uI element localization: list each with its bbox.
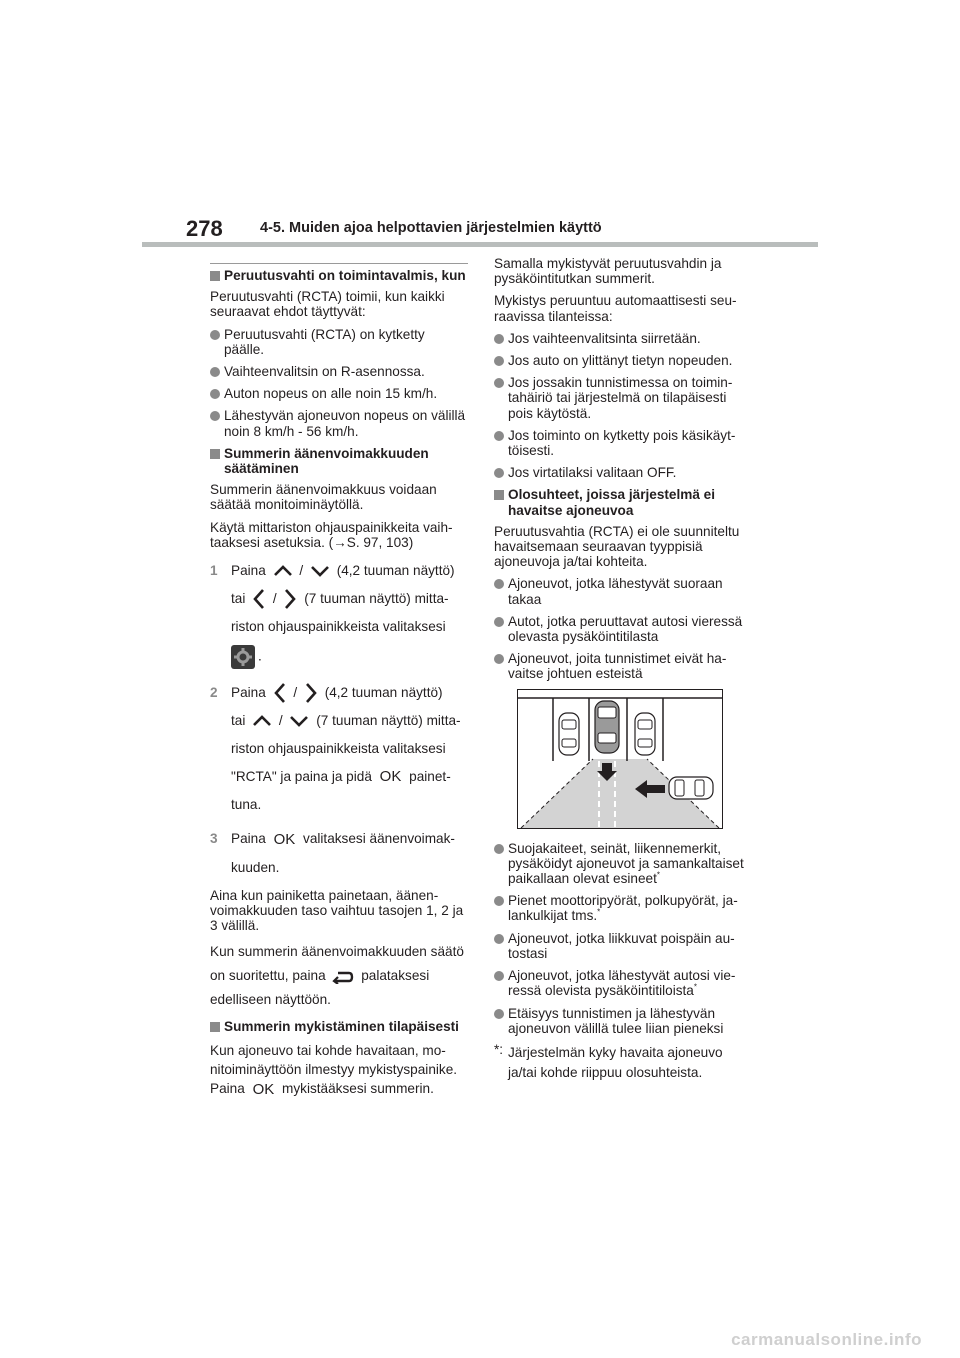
- step-number: 2: [210, 685, 218, 701]
- text: mykistääksesi summerin.: [282, 1080, 434, 1096]
- step-3: [210, 825, 466, 881]
- chevron-right-icon: [283, 588, 297, 610]
- footnote-mark: *:: [494, 1041, 504, 1057]
- list-item: Ajoneuvot, jotka liikkuvat poispäin autostasi: [494, 931, 750, 961]
- parked-car-left-icon: [559, 713, 579, 755]
- step-text: (4,2 tuuman näyttö): [324, 685, 443, 701]
- heading-not-detected: Olosuhteet, joissa järjestelmä ei havaitse ajoneuvoa: [494, 487, 750, 517]
- step-2: [210, 679, 466, 819]
- list-item: Etäisyys tunnistimen ja lähestyvän ajoneuvon välillä tulee liian pieneksi: [494, 1006, 750, 1036]
- step-text: tai: [231, 591, 246, 607]
- list-item: Peruutusvahti (RCTA) on kytketty päälle.: [210, 327, 466, 357]
- footnote: [494, 1043, 750, 1083]
- paragraph: Summerin äänenvoimakkuus voidaan säätää monitoiminäytöllä.: [210, 482, 437, 513]
- own-car-icon: [595, 701, 619, 753]
- chevron-up-icon: [252, 714, 272, 728]
- step-text: (4,2 tuuman näyttö): [336, 563, 455, 579]
- step-text: (7 tuuman näyttö) mittariston ohjauspainikkeista valitaksesi "RCTA" ja paina ja pidä: [231, 713, 461, 785]
- heading-buzzer-mute: Summerin mykistäminen tilapäisesti: [210, 1019, 466, 1034]
- heading-buzzer-volume: Summerin äänenvoimakkuuden säätäminen: [210, 446, 466, 476]
- list-item: Vaihteenvalitsin on R-asennossa.: [210, 364, 466, 379]
- column-rule: [210, 263, 468, 264]
- step-text: painettuna.: [231, 769, 451, 813]
- parked-car-right-icon: [635, 713, 655, 755]
- list-item: Ajoneuvot, jotka lähestyvät suoraan takaa: [494, 576, 750, 606]
- step-text: Paina: [231, 685, 266, 701]
- back-arrow-icon: [332, 970, 354, 984]
- chevron-down-icon: [289, 714, 309, 728]
- step-1: [210, 557, 466, 673]
- chevron-left-icon: [252, 588, 266, 610]
- list-item: Lähestyvän ajoneuvon nopeus on välillä noin 8 km/h - 56 km/h.: [210, 408, 466, 438]
- approaching-car-icon: [669, 777, 713, 799]
- paragraph: Käytä mittariston ohjauspainikkeita vaihtaaksesi asetuksia. (→S. 97, 103): [210, 519, 453, 550]
- paragraph: Mykistys peruuntuu automaattisesti seuraavissa tilanteissa:: [494, 293, 737, 324]
- footnote-ref: *: [656, 870, 661, 880]
- paragraph: Samalla mykistyvät peruutusvahdin ja pysäköintitutkan summerit.: [494, 256, 722, 287]
- list-item: [494, 893, 750, 923]
- list-item: Auton nopeus on alle noin 15 km/h.: [210, 386, 466, 401]
- text: palataksesi edelliseen näyttöön.: [210, 968, 430, 1008]
- list-item: Autot, jotka peruuttavat autosi vieressä olevasta pysäköintitilasta: [494, 614, 750, 644]
- chevron-down-icon: [310, 564, 330, 578]
- list-item: Jos virtatilaksi valitaan OFF.: [494, 465, 750, 480]
- parking-illustration: [517, 689, 723, 829]
- text: Kun ajoneuvo tai kohde havaitaan, monitoiminäyttöön ilmestyy mykistyspainike. Paina: [210, 1042, 458, 1096]
- paragraph: [210, 1041, 466, 1099]
- step-text: /: [299, 563, 304, 579]
- right-column: [494, 256, 750, 1089]
- text: Ajoneuvot, jotka lähestyvät autosi vieressä olevista pysäköintitiloista: [508, 968, 736, 999]
- step-text: /: [278, 713, 283, 729]
- step-text: Paina: [231, 563, 266, 579]
- section-title: 4-5. Muiden ajoa helpottavien järjestelmien käyttö: [260, 220, 602, 236]
- list-item: [494, 968, 750, 998]
- ok-button-icon: OK: [273, 830, 296, 848]
- list-item: Jos vaihteenvalitsinta siirretään.: [494, 331, 750, 346]
- paragraph: [210, 940, 466, 1012]
- chevron-up-icon: [273, 564, 293, 578]
- list-item: Jos jossakin tunnistimessa on toimintahäiriö tai järjestelmä on tilapäisesti pois käytöstä.: [494, 375, 750, 421]
- step-text: .: [258, 648, 262, 664]
- chevron-right-icon: [304, 682, 318, 704]
- chevron-left-icon: [273, 682, 287, 704]
- step-text: /: [272, 591, 277, 607]
- step-text: (7 tuuman näyttö) mittariston ohjauspainikkeista valitaksesi: [231, 591, 449, 635]
- step-text: /: [293, 685, 298, 701]
- text: Järjestelmän kyky havaita ajoneuvo ja/tai kohde riippuu olosuhteista.: [508, 1044, 723, 1080]
- list-item: Jos toiminto on kytketty pois käsikäyttöisesti.: [494, 428, 750, 458]
- text: Pienet moottoripyörät, polkupyörät, jalankulkijat tms.: [508, 893, 738, 924]
- ok-button-icon: OK: [379, 768, 402, 786]
- paragraph: Peruutusvahtia (RCTA) ei ole suunniteltu havaitsemaan seuraavan tyyppisiä ajoneuvoja ja/tai kohteita.: [494, 523, 740, 570]
- header-rule: [142, 242, 818, 247]
- heading-rcta-ready: Peruutusvahti on toimintavalmis, kun: [210, 268, 466, 283]
- step-number: 1: [210, 563, 218, 579]
- paragraph: Peruutusvahti (RCTA) toimii, kun kaikki seuraavat ehdot täyttyvät:: [210, 289, 445, 320]
- list-item: Jos auto on ylittänyt tietyn nopeuden.: [494, 353, 750, 368]
- step-text: tai: [231, 713, 246, 729]
- list-item: [494, 841, 750, 887]
- footnote-ref: *: [693, 982, 697, 992]
- text: Suojakaiteet, seinät, liikennemerkit, pysäköidyt ajoneuvot ja samankaltaiset paikallaan olevat esineet: [508, 840, 744, 887]
- step-text: Paina: [231, 831, 266, 847]
- left-column: [210, 268, 466, 1106]
- step-number: 3: [210, 831, 218, 847]
- ok-button-icon: OK: [252, 1080, 275, 1098]
- watermark: carmanualsonline.info: [731, 1330, 922, 1349]
- step-text: valitaksesi äänenvoimakkuuden.: [231, 831, 455, 875]
- footnote-ref: *: [597, 907, 601, 917]
- list-item: Ajoneuvot, joita tunnistimet eivät havaitse johtuen esteistä: [494, 651, 750, 681]
- gear-icon: [231, 645, 255, 669]
- page-number: 278: [186, 216, 223, 241]
- text: Kun summerin äänenvoimakkuuden säätö on suoritettu, paina: [210, 944, 464, 984]
- paragraph: Aina kun painiketta painetaan, äänenvoimakkuuden taso vaihtuu tasojen 1, 2 ja 3 välillä.: [210, 887, 464, 934]
